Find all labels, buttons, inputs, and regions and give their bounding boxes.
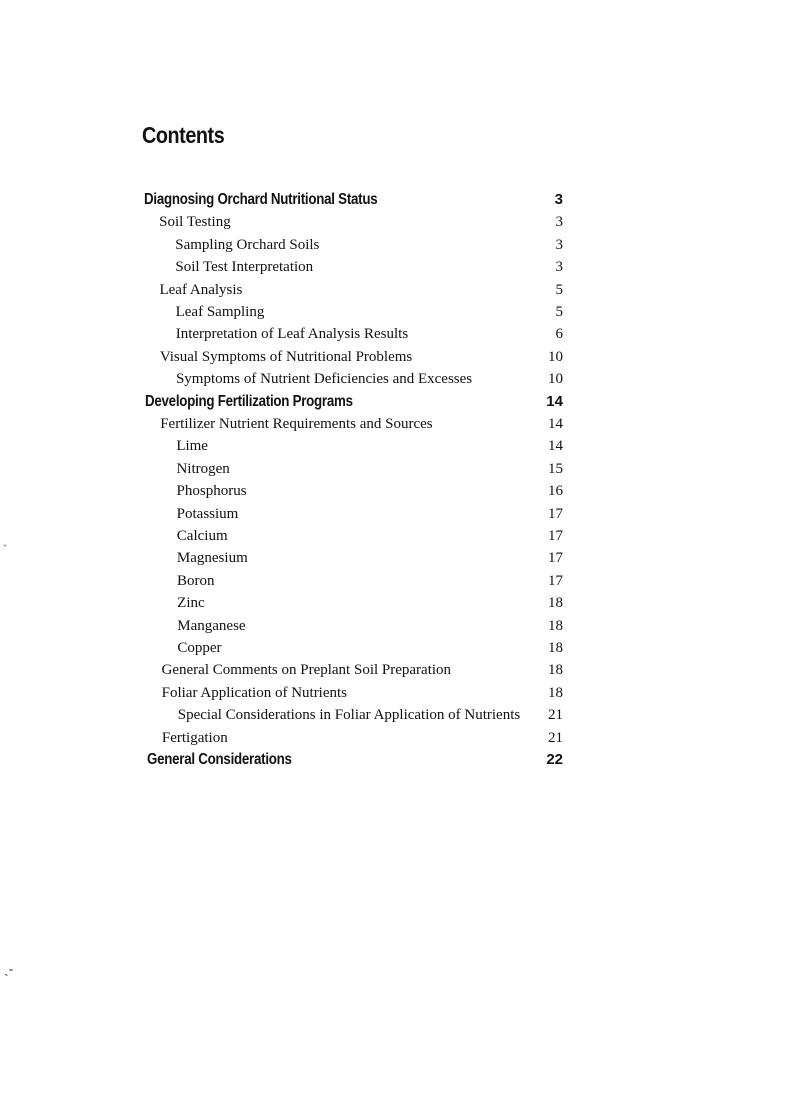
toc-entry <box>162 683 563 703</box>
toc-entry <box>177 481 563 501</box>
toc-page-number: 17 <box>547 528 563 544</box>
toc-entry-title: Leaf Sampling <box>175 304 265 320</box>
toc-entry-title: Sampling Orchard Soils <box>175 236 320 253</box>
toc-entry-title: Interpretation of Leaf Analysis Results <box>175 326 409 343</box>
toc-entry-title: Special Considerations in Foliar Application of Nutrients <box>177 707 521 724</box>
toc-entry-title: Leaf Analysis <box>159 281 243 298</box>
toc-page-number: 18 <box>547 640 563 656</box>
toc-page-number: 14 <box>547 416 563 432</box>
toc-page-number: 17 <box>547 572 563 589</box>
toc-page-number: 17 <box>547 505 563 522</box>
toc-page-number: 18 <box>547 617 563 634</box>
toc-page-number: 3 <box>555 214 563 231</box>
toc-page-number: 15 <box>547 460 563 477</box>
toc-entry <box>177 548 563 568</box>
toc-entry-title: Lime <box>176 438 208 455</box>
toc-entry-title: Phosphorus <box>176 483 247 500</box>
toc-entry <box>176 459 563 479</box>
toc-entry <box>177 571 563 591</box>
scan-mark: ˎ <box>3 533 7 547</box>
toc-page-number: 3 <box>554 191 563 208</box>
toc-entry-title: Visual Symptoms of Nutritional Problems <box>159 348 413 365</box>
toc-entry-title: Potassium <box>176 505 239 522</box>
toc-page-number: 10 <box>547 348 563 365</box>
toc-entry-title: Developing Fertilization Programs <box>145 392 353 410</box>
toc-entry <box>159 280 563 300</box>
toc-entry <box>177 504 563 524</box>
toc-page-number: 22 <box>546 751 563 768</box>
toc-page-number: 14 <box>547 438 563 455</box>
toc-entry <box>177 593 563 613</box>
toc-page-number: 3 <box>555 259 563 276</box>
toc-page-number: 18 <box>547 595 563 612</box>
toc-page-number: 17 <box>547 550 563 567</box>
toc-entry-title: Fertilizer Nutrient Requirements and Sources <box>160 416 433 432</box>
toc-entry <box>175 235 563 255</box>
toc-page-number: 14 <box>546 392 563 410</box>
toc-entry-title: Foliar Application of Nutrients <box>161 684 348 701</box>
toc-entry <box>175 257 563 277</box>
toc-entry <box>177 526 563 546</box>
toc-section <box>145 392 563 412</box>
toc-entry-title: Symptoms of Nutrient Deficiencies and Excesses <box>175 371 473 388</box>
toc-page-number: 18 <box>547 662 563 679</box>
toc-entry-title: Calcium <box>176 528 228 544</box>
toc-page-number: 21 <box>547 729 563 746</box>
toc-page-number: 16 <box>547 483 563 500</box>
toc-entry-title: Fertigation <box>161 729 228 746</box>
toc-entry-title: General Considerations <box>147 751 292 768</box>
toc-entry <box>160 347 563 367</box>
toc-entry-title: Soil Test Interpretation <box>175 259 314 276</box>
toc-entry <box>160 414 563 434</box>
toc-entry-title: Copper <box>177 640 222 656</box>
toc-entry <box>176 324 563 344</box>
toc-page-number: 21 <box>547 707 563 724</box>
toc-entry-title: Soil Testing <box>159 214 231 231</box>
toc-entry-title: Magnesium <box>176 550 248 567</box>
toc-entry <box>176 369 563 389</box>
toc-section <box>147 750 563 770</box>
page-title: Contents <box>142 122 225 148</box>
toc-page-number: 5 <box>555 304 563 320</box>
toc-entry <box>177 616 563 636</box>
toc-section <box>144 190 563 210</box>
toc-page-number: 5 <box>555 281 563 298</box>
toc-entry <box>162 728 563 748</box>
toc-entry <box>176 302 563 322</box>
toc-entry <box>162 660 563 680</box>
toc-page-number: 3 <box>555 236 563 253</box>
toc-entry-title: Boron <box>177 572 215 589</box>
toc-entry-title: Manganese <box>177 617 246 634</box>
toc-page-number: 10 <box>547 371 563 388</box>
toc-page-number: 18 <box>547 684 563 701</box>
toc-page-number: 6 <box>555 326 563 343</box>
toc-entry-title: Zinc <box>177 595 205 612</box>
toc-entry <box>177 638 563 658</box>
toc-entry-title: Nitrogen <box>176 460 230 477</box>
toc-entry <box>178 705 563 725</box>
toc-entry-title: General Comments on Preplant Soil Preparation <box>161 662 452 679</box>
toc-entry <box>159 212 563 232</box>
scan-mark: ˎ‐ <box>4 962 14 977</box>
toc-entry-title: Diagnosing Orchard Nutritional Status <box>144 191 378 208</box>
toc-entry <box>176 436 563 456</box>
